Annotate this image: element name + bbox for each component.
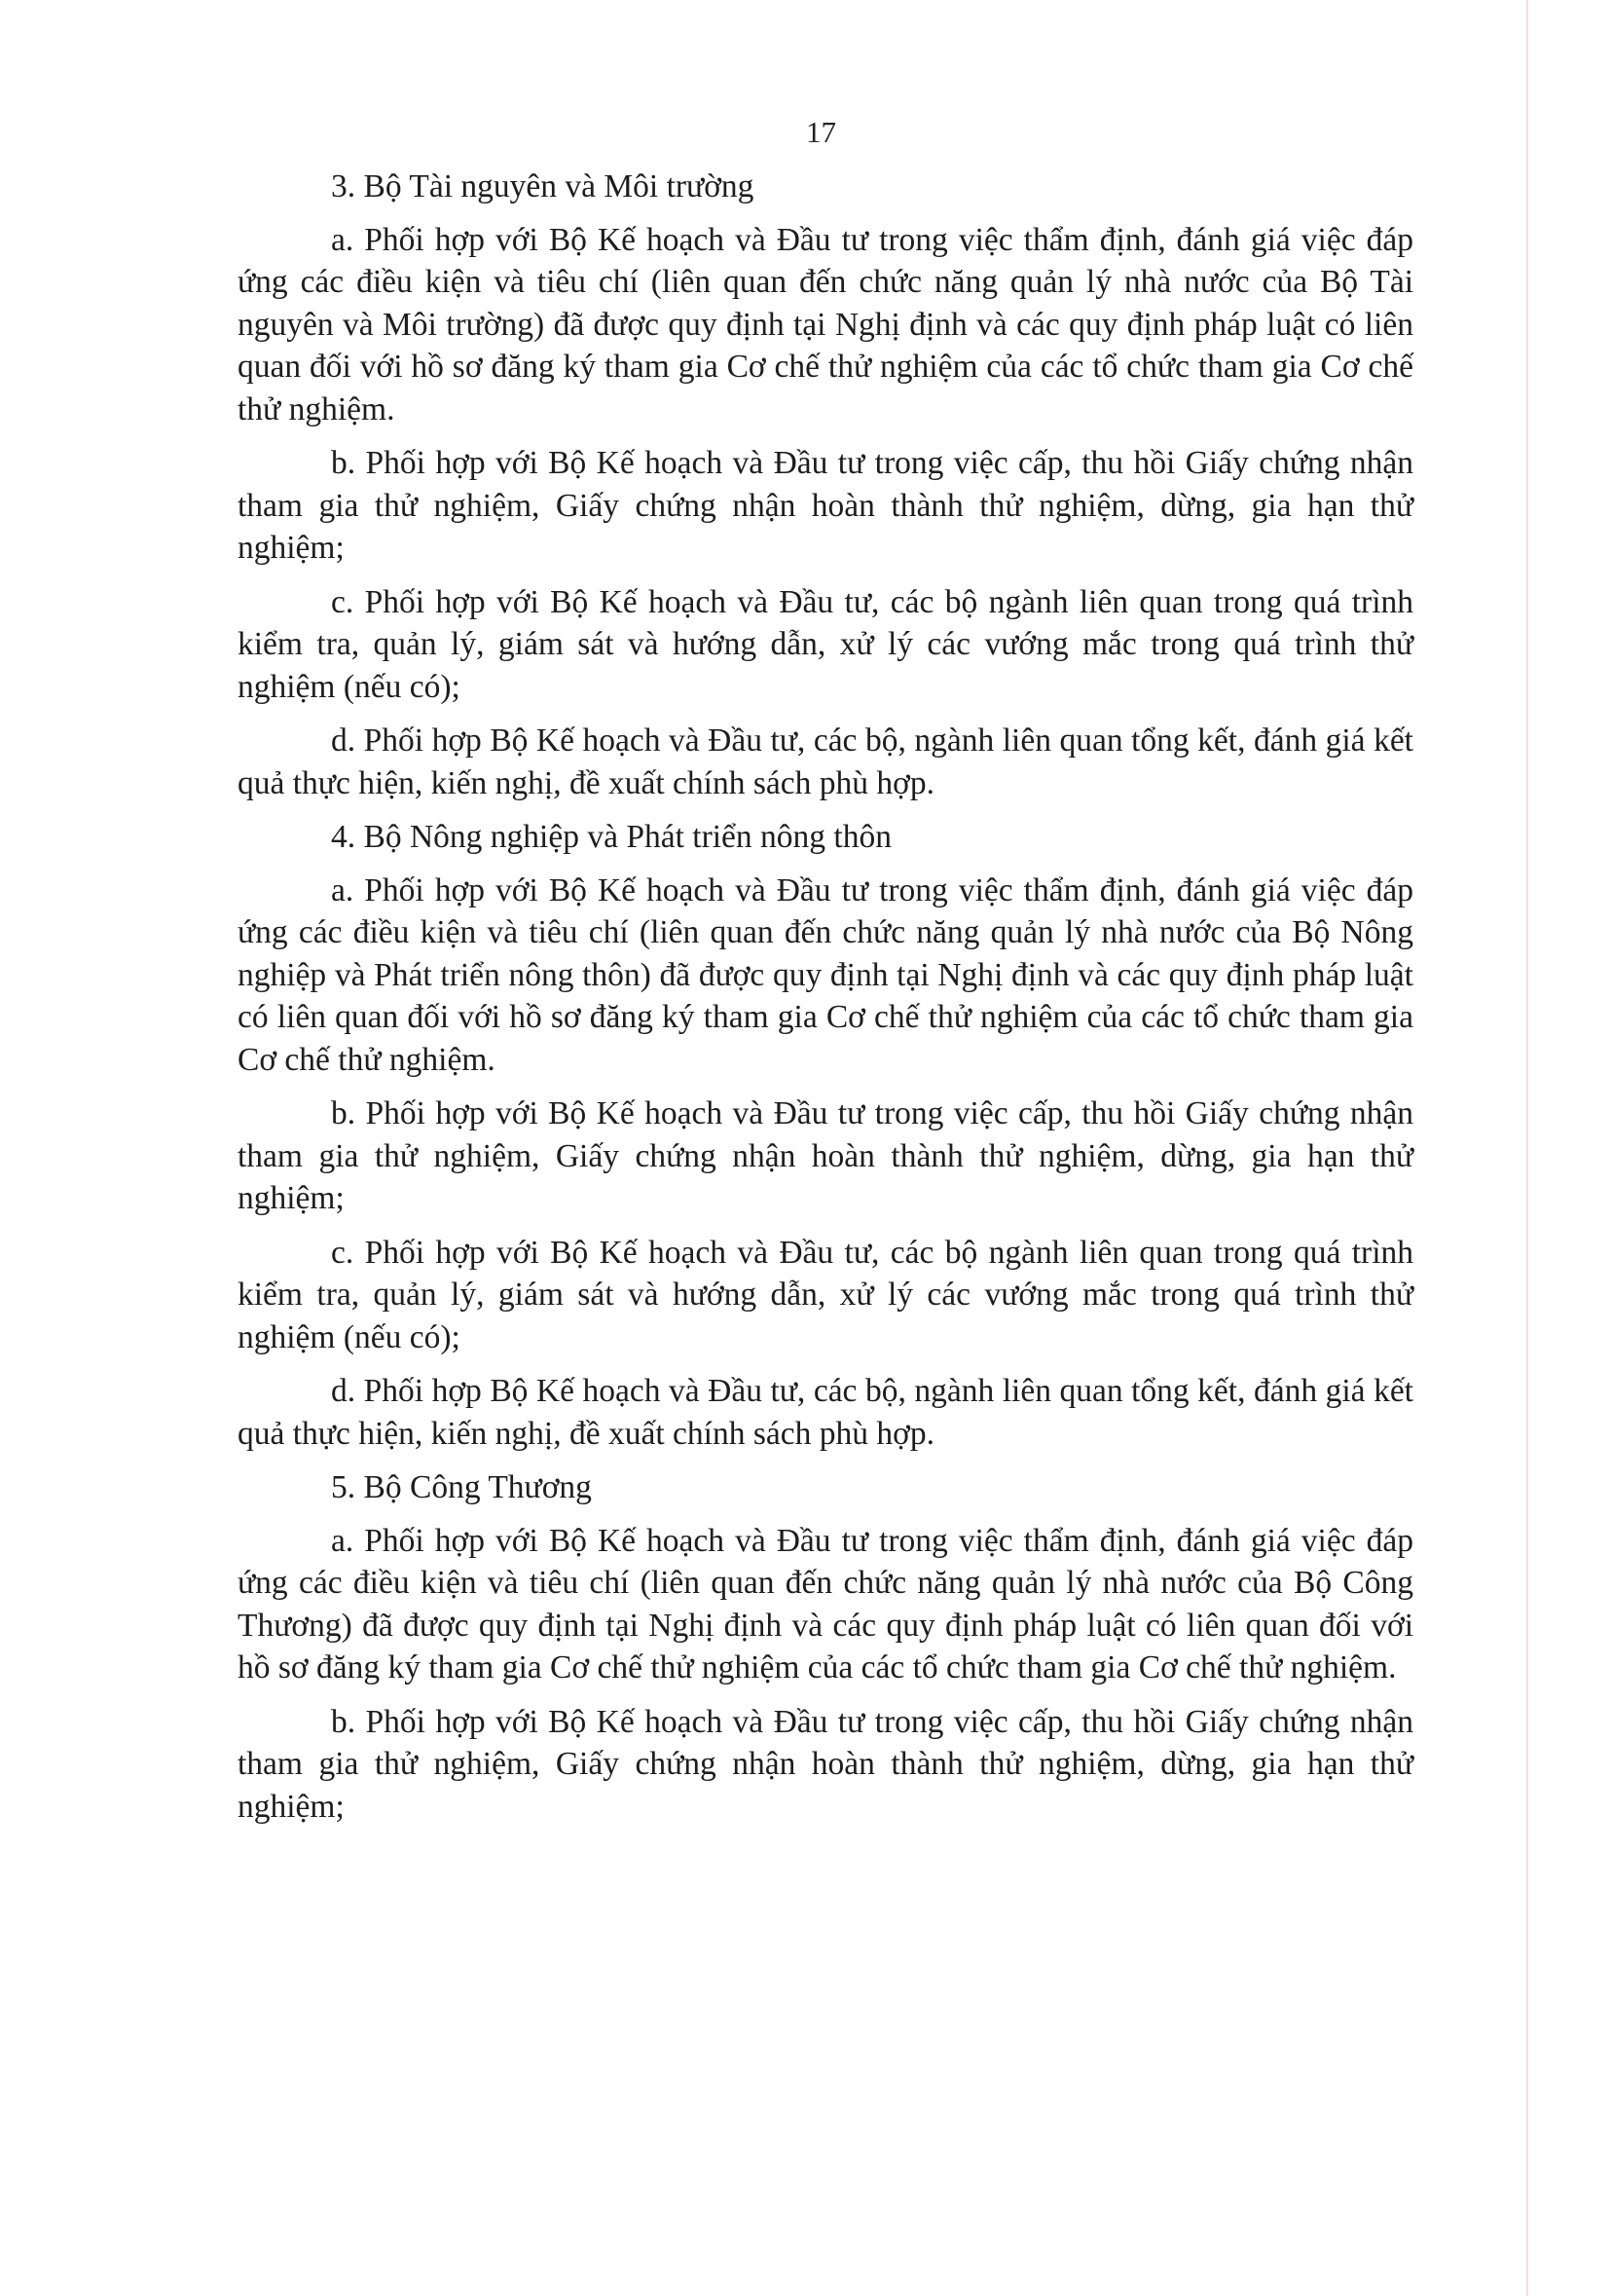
section-5 (238, 1466, 1413, 1828)
page-edge-line (1526, 0, 1528, 2296)
paragraph: a. Phối hợp với Bộ Kế hoạch và Đầu tư trong việc thẩm định, đánh giá việc đáp ứng các điều kiện và tiêu chí (liên quan đến chức năng quản lý nhà nước của Bộ Tài nguyên và Môi trường) đã được quy định tại Nghị định và các quy định pháp luật có liên quan đối với hồ sơ đăng ký tham gia Cơ chế thử nghiệm của các tổ chức tham gia Cơ chế thử nghiệm. (238, 221, 1413, 427)
paragraph: c. Phối hợp với Bộ Kế hoạch và Đầu tư, các bộ ngành liên quan trong quá trình kiểm tra, quản lý, giám sát và hướng dẫn, xử lý các vướng mắc trong quá trình thử nghiệm (nếu có); (238, 583, 1413, 705)
paragraph: b. Phối hợp với Bộ Kế hoạch và Đầu tư trong việc cấp, thu hồi Giấy chứng nhận tham gia thử nghiệm, Giấy chứng nhận hoàn thành thử nghiệm, dừng, gia hạn thử nghiệm; (238, 1095, 1413, 1216)
section-heading: 3. Bộ Tài nguyên và Môi trường (331, 168, 754, 204)
paragraph: d. Phối hợp Bộ Kế hoạch và Đầu tư, các bộ, ngành liên quan tổng kết, đánh giá kết quả thực hiện, kiến nghị, đề xuất chính sách phù hợp. (238, 722, 1413, 801)
paragraph: a. Phối hợp với Bộ Kế hoạch và Đầu tư trong việc thẩm định, đánh giá việc đáp ứng các điều kiện và tiêu chí (liên quan đến chức năng quản lý nhà nước của Bộ Nông nghiệp và Phát triển nông thôn) đã được quy định tại Nghị định và các quy định pháp luật có liên quan đối với hồ sơ đăng ký tham gia Cơ chế thử nghiệm của các tổ chức tham gia Cơ chế thử nghiệm. (238, 871, 1413, 1078)
paragraph: d. Phối hợp Bộ Kế hoạch và Đầu tư, các bộ, ngành liên quan tổng kết, đánh giá kết quả thực hiện, kiến nghị, đề xuất chính sách phù hợp. (238, 1373, 1413, 1452)
section-heading: 4. Bộ Nông nghiệp và Phát triển nông thôn (331, 819, 892, 855)
paragraph: b. Phối hợp với Bộ Kế hoạch và Đầu tư trong việc cấp, thu hồi Giấy chứng nhận tham gia thử nghiệm, Giấy chứng nhận hoàn thành thử nghiệm, dừng, gia hạn thử nghiệm; (238, 1703, 1413, 1825)
paragraph: c. Phối hợp với Bộ Kế hoạch và Đầu tư, các bộ ngành liên quan trong quá trình kiểm tra, quản lý, giám sát và hướng dẫn, xử lý các vướng mắc trong quá trình thử nghiệm (nếu có); (238, 1234, 1413, 1355)
section-3 (238, 166, 1413, 804)
document-body (238, 166, 1413, 1839)
page-number: 17 (806, 115, 836, 149)
section-heading: 5. Bộ Công Thương (331, 1469, 592, 1505)
section-4 (238, 816, 1413, 1455)
paragraph: b. Phối hợp với Bộ Kế hoạch và Đầu tư trong việc cấp, thu hồi Giấy chứng nhận tham gia thử nghiệm, Giấy chứng nhận hoàn thành thử nghiệm, dừng, gia hạn thử nghiệm; (238, 445, 1413, 566)
paragraph: a. Phối hợp với Bộ Kế hoạch và Đầu tư trong việc thẩm định, đánh giá việc đáp ứng các điều kiện và tiêu chí (liên quan đến chức năng quản lý nhà nước của Bộ Công Thương) đã được quy định tại Nghị định và các quy định pháp luật có liên quan đối với hồ sơ đăng ký tham gia Cơ chế thử nghiệm của các tổ chức tham gia Cơ chế thử nghiệm. (238, 1522, 1413, 1685)
